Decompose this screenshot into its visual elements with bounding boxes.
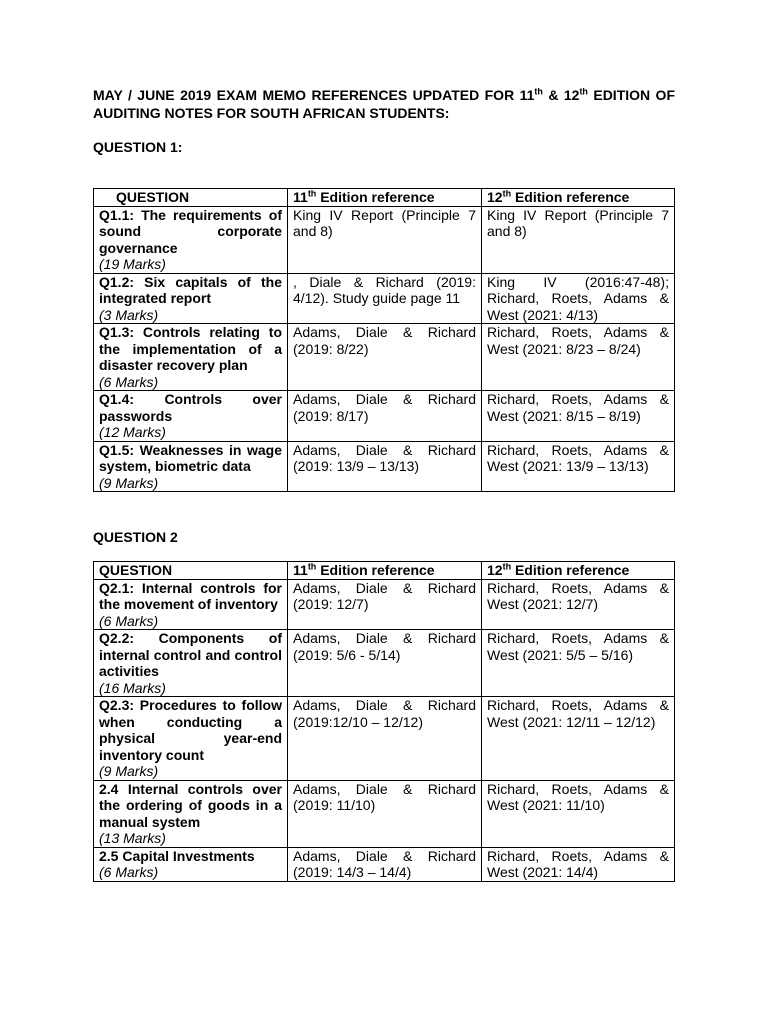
reference-11th-cell: Adams, Diale & Richard (2019: 13/9 – 13/13): [288, 441, 482, 492]
reference-12th-cell: Richard, Roets, Adams & West (2021: 13/9 – 13/13): [482, 441, 675, 492]
table-row: [94, 630, 675, 697]
reference-11th-cell: Adams, Diale & Richard (2019: 11/10): [288, 780, 482, 847]
reference-12th-cell: Richard, Roets, Adams & West (2021: 5/5 – 5/16): [482, 630, 675, 697]
question-title: Q1.2: Six capitals of the integrated report: [99, 273, 282, 306]
reference-11th-cell: Adams, Diale & Richard (2019: 5/6 - 5/14): [288, 630, 482, 697]
reference-11th-cell: Adams, Diale & Richard (2019: 8/17): [288, 391, 482, 442]
reference-12th-cell: King IV (2016:47-48); Richard, Roets, Adams & West (2021: 4/13): [482, 273, 675, 324]
question-marks: (9 Marks): [99, 474, 159, 491]
question-title: Q2.2: Components of internal control and control activities: [99, 630, 282, 679]
reference-11th-cell: , Diale & Richard (2019: 4/12). Study guide page 11: [288, 273, 482, 324]
question-title: Q1.4: Controls over passwords: [99, 391, 282, 424]
reference-12th-cell: Richard, Roets, Adams & West (2021: 12/11 – 12/12): [482, 697, 675, 781]
question-cell: [94, 630, 288, 697]
table-header-row: [94, 562, 675, 580]
question-cell: [94, 324, 288, 391]
question-marks: (6 Marks): [99, 373, 159, 390]
reference-11th-cell: King IV Report (Principle 7 and 8): [288, 206, 482, 273]
header-11th-edition: 11th Edition reference: [288, 562, 482, 580]
reference-12th-cell: Richard, Roets, Adams & West (2021: 8/23 – 8/24): [482, 324, 675, 391]
section-heading-question-2: QUESTION 2: [93, 529, 178, 545]
header-12th-edition: 12th Edition reference: [482, 189, 675, 207]
question-title: Q2.3: Procedures to follow when conducting a physical year-end inventory count: [99, 697, 282, 763]
reference-11th-cell: Adams, Diale & Richard (2019: 8/22): [288, 324, 482, 391]
section-heading-question-1: QUESTION 1:: [93, 139, 183, 155]
table-row: [94, 273, 675, 324]
reference-12th-cell: Richard, Roets, Adams & West (2021: 12/7): [482, 579, 675, 630]
reference-12th-cell: Richard, Roets, Adams & West (2021: 8/15 – 8/19): [482, 391, 675, 442]
question-cell: [94, 780, 288, 847]
question-cell: [94, 697, 288, 781]
header-11th-edition: 11th Edition reference: [288, 189, 482, 207]
table-row: [94, 324, 675, 391]
table-row: [94, 579, 675, 630]
question-marks: (13 Marks): [99, 830, 166, 846]
reference-12th-cell: Richard, Roets, Adams & West (2021: 14/4): [482, 847, 675, 881]
question-2-table: [93, 561, 675, 882]
question-marks: (6 Marks): [99, 612, 159, 629]
reference-11th-cell: Adams, Diale & Richard (2019:12/10 – 12/12): [288, 697, 482, 781]
table-row: [94, 206, 675, 273]
question-marks: (3 Marks): [99, 306, 159, 323]
table-header-row: [94, 189, 675, 207]
table-row: [94, 441, 675, 492]
question-title: Q1.1: The requirements of sound corporate governance: [99, 206, 282, 256]
question-marks: (19 Marks): [99, 256, 166, 272]
header-12th-edition: 12th Edition reference: [482, 562, 675, 580]
document-title: MAY / JUNE 2019 EXAM MEMO REFERENCES UPDATED FOR 11th & 12th EDITION OF AUDITING NOTES FOR SOUTH AFRICAN STUDENTS:: [93, 86, 675, 121]
table-row: [94, 697, 675, 781]
question-title: Q2.1: Internal controls for the movement of inventory: [99, 579, 282, 612]
question-marks: (16 Marks): [99, 679, 166, 696]
question-title: Q1.3: Controls relating to the implementation of a disaster recovery plan: [99, 324, 282, 373]
reference-12th-cell: Richard, Roets, Adams & West (2021: 11/10): [482, 780, 675, 847]
question-cell: [94, 441, 288, 492]
table-row: [94, 780, 675, 847]
reference-12th-cell: King IV Report (Principle 7 and 8): [482, 206, 675, 273]
question-title: 2.4 Internal controls over the ordering of goods in a manual system: [99, 780, 282, 830]
question-cell: [94, 579, 288, 630]
question-cell: [94, 273, 288, 324]
header-question: QUESTION: [94, 189, 288, 207]
reference-11th-cell: Adams, Diale & Richard (2019: 12/7): [288, 579, 482, 630]
question-1-table: [93, 188, 675, 492]
question-title: Q1.5: Weaknesses in wage system, biometric data: [99, 441, 282, 474]
question-cell: [94, 206, 288, 273]
reference-11th-cell: Adams, Diale & Richard (2019: 14/3 – 14/4): [288, 847, 482, 881]
question-marks: (9 Marks): [99, 763, 159, 779]
table-row: [94, 847, 675, 881]
question-cell: [94, 847, 288, 881]
question-cell: [94, 391, 288, 442]
header-question: QUESTION: [94, 562, 288, 580]
question-title: 2.5 Capital Investments: [99, 847, 255, 864]
table-row: [94, 391, 675, 442]
question-marks: (12 Marks): [99, 424, 166, 440]
question-marks: (6 Marks): [99, 864, 159, 880]
